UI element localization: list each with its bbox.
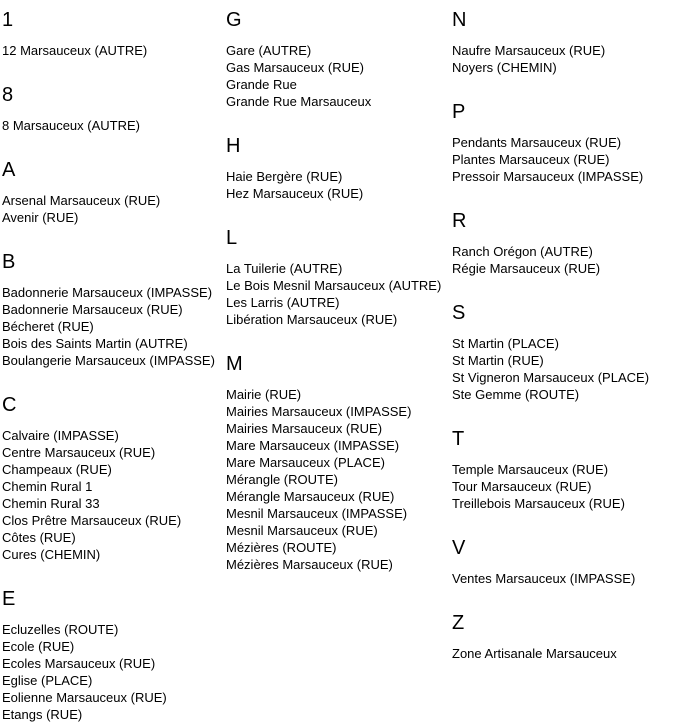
street-entry[interactable]: Arsenal Marsauceux (RUE) [2, 193, 161, 208]
street-entry[interactable]: Ecole (RUE) [2, 639, 75, 654]
street-entry[interactable]: Le Bois Mesnil Marsauceux (AUTRE) [226, 278, 442, 293]
letter-heading: M [226, 353, 243, 375]
letter-heading: A [2, 159, 16, 181]
letter-section [2, 8, 226, 59]
letter-section [226, 8, 452, 110]
street-entry[interactable]: Gas Marsauceux (RUE) [226, 60, 364, 75]
street-entry[interactable]: Ecoles Marsauceux (RUE) [2, 656, 156, 671]
street-entry[interactable]: St Martin (RUE) [452, 353, 544, 368]
letter-heading: L [226, 227, 238, 249]
letter-heading: N [452, 9, 467, 31]
letter-section [452, 536, 675, 587]
street-entry[interactable]: Ventes Marsauceux (IMPASSE) [452, 571, 636, 586]
street-entry[interactable]: Mare Marsauceux (IMPASSE) [226, 438, 400, 453]
letter-heading: 8 [2, 84, 14, 106]
street-entry[interactable]: Bécheret (RUE) [2, 319, 94, 334]
letter-heading: R [452, 210, 467, 232]
letter-heading: V [452, 537, 466, 559]
letter-heading: B [2, 251, 16, 273]
street-entry[interactable]: Eolienne Marsauceux (RUE) [2, 690, 167, 705]
letter-heading: 1 [2, 9, 14, 31]
letter-section [452, 301, 675, 403]
street-entry[interactable]: Mare Marsauceux (PLACE) [226, 455, 385, 470]
street-entry[interactable]: Chemin Rural 33 [2, 496, 100, 511]
street-entry[interactable]: Pressoir Marsauceux (IMPASSE) [452, 169, 644, 184]
street-entry[interactable]: Noyers (CHEMIN) [452, 60, 557, 75]
street-entry[interactable]: Mérangle (ROUTE) [226, 472, 338, 487]
street-entry[interactable]: Eglise (PLACE) [2, 673, 93, 688]
street-entry[interactable]: Grande Rue Marsauceux [226, 94, 372, 109]
letter-section [2, 393, 226, 563]
street-entry[interactable]: St Vigneron Marsauceux (PLACE) [452, 370, 650, 385]
letter-section [226, 134, 452, 202]
street-entry[interactable]: Temple Marsauceux (RUE) [452, 462, 609, 477]
letter-section [226, 352, 452, 573]
letter-section [452, 209, 675, 277]
street-entry[interactable]: Mairies Marsauceux (RUE) [226, 421, 383, 436]
street-entry[interactable]: 12 Marsauceux (AUTRE) [2, 43, 148, 58]
letter-heading: E [2, 588, 16, 610]
letter-heading: T [452, 428, 465, 450]
street-entry[interactable]: Cures (CHEMIN) [2, 547, 101, 562]
street-entry[interactable]: Mairies Marsauceux (IMPASSE) [226, 404, 412, 419]
street-entry[interactable]: Ste Gemme (ROUTE) [452, 387, 580, 402]
letter-heading: Z [452, 612, 465, 634]
street-entry[interactable]: Tour Marsauceux (RUE) [452, 479, 592, 494]
street-entry[interactable]: Centre Marsauceux (RUE) [2, 445, 156, 460]
street-entry[interactable]: Badonnerie Marsauceux (RUE) [2, 302, 183, 317]
letter-section [452, 611, 675, 662]
street-entry[interactable]: Calvaire (IMPASSE) [2, 428, 119, 443]
street-entry[interactable]: Mézières Marsauceux (RUE) [226, 557, 393, 572]
letter-section [452, 8, 675, 76]
street-entry[interactable]: Plantes Marsauceux (RUE) [452, 152, 610, 167]
street-entry[interactable]: Avenir (RUE) [2, 210, 79, 225]
street-entry[interactable]: Boulangerie Marsauceux (IMPASSE) [2, 353, 215, 368]
street-index [2, 8, 675, 723]
street-entry[interactable]: Grande Rue [226, 77, 297, 92]
street-entry[interactable]: Mairie (RUE) [226, 387, 302, 402]
letter-section [452, 100, 675, 185]
letter-heading: P [452, 101, 466, 123]
street-entry[interactable]: Libération Marsauceux (RUE) [226, 312, 398, 327]
letter-heading: H [226, 135, 241, 157]
street-entry[interactable]: Pendants Marsauceux (RUE) [452, 135, 622, 150]
letter-section [2, 158, 226, 226]
street-entry[interactable]: Clos Prêtre Marsauceux (RUE) [2, 513, 182, 528]
letter-heading: S [452, 302, 466, 324]
street-entry[interactable]: 8 Marsauceux (AUTRE) [2, 118, 140, 133]
street-entry[interactable]: Treillebois Marsauceux (RUE) [452, 496, 625, 511]
street-entry[interactable]: Naufre Marsauceux (RUE) [452, 43, 606, 58]
index-column [2, 8, 226, 723]
letter-heading: C [2, 394, 17, 416]
street-entry[interactable]: Mérangle Marsauceux (RUE) [226, 489, 395, 504]
street-entry[interactable]: Mézières (ROUTE) [226, 540, 337, 555]
letter-section [2, 83, 226, 134]
street-entry[interactable]: Gare (AUTRE) [226, 43, 312, 58]
street-entry[interactable]: Etangs (RUE) [2, 707, 83, 722]
index-column [226, 8, 452, 723]
street-entry[interactable]: Mesnil Marsauceux (RUE) [226, 523, 378, 538]
street-entry[interactable]: Bois des Saints Martin (AUTRE) [2, 336, 188, 351]
street-entry[interactable]: Ranch Orégon (AUTRE) [452, 244, 593, 259]
street-entry[interactable]: Haie Bergère (RUE) [226, 169, 343, 184]
street-entry[interactable]: Badonnerie Marsauceux (IMPASSE) [2, 285, 213, 300]
street-entry[interactable]: Ecluzelles (ROUTE) [2, 622, 119, 637]
letter-section [2, 250, 226, 369]
street-entry[interactable]: La Tuilerie (AUTRE) [226, 261, 343, 276]
street-entry[interactable]: St Martin (PLACE) [452, 336, 559, 351]
letter-section [2, 587, 226, 723]
letter-heading: G [226, 9, 242, 31]
street-entry[interactable]: Régie Marsauceux (RUE) [452, 261, 601, 276]
street-entry[interactable]: Hez Marsauceux (RUE) [226, 186, 364, 201]
index-column [452, 8, 675, 723]
street-entry[interactable]: Côtes (RUE) [2, 530, 76, 545]
letter-section [226, 226, 452, 328]
street-entry[interactable]: Les Larris (AUTRE) [226, 295, 340, 310]
street-entry[interactable]: Zone Artisanale Marsauceux [452, 646, 617, 661]
street-entry[interactable]: Mesnil Marsauceux (IMPASSE) [226, 506, 408, 521]
letter-section [452, 427, 675, 512]
street-entry[interactable]: Champeaux (RUE) [2, 462, 112, 477]
street-entry[interactable]: Chemin Rural 1 [2, 479, 93, 494]
